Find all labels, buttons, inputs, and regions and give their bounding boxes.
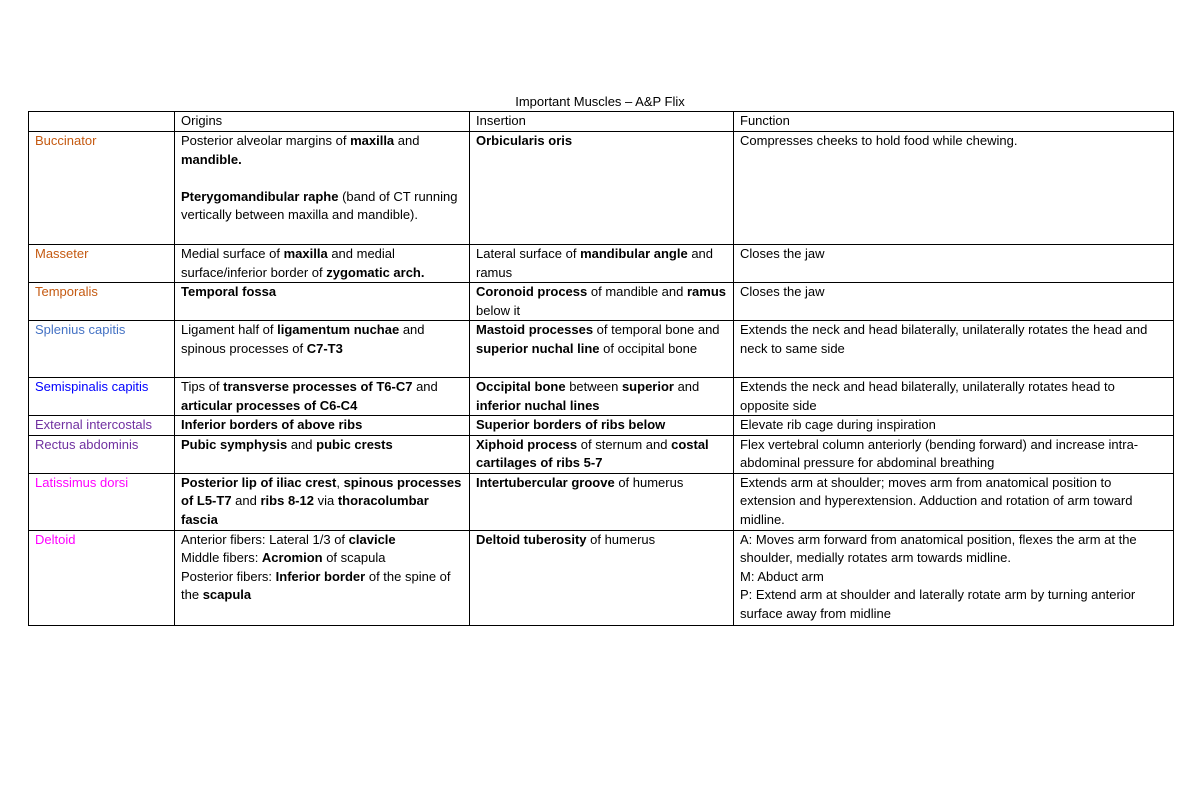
bold-term: Temporal fossa — [181, 284, 277, 299]
text-run: below it — [476, 302, 521, 318]
text-run: and — [412, 379, 438, 394]
table-header-row — [29, 112, 1174, 132]
muscle-name: Splenius capitis — [29, 321, 175, 378]
table-row — [29, 435, 1174, 473]
origin-cell — [175, 378, 470, 416]
function-line: A: Moves arm forward from anatomical position, flexes the arm at the shoulder, medially rotates arm towards midline. — [740, 531, 1137, 565]
text-run: of the spine of the — [181, 568, 451, 602]
header-function: Function — [734, 112, 1174, 132]
bold-term: costal cartilages of ribs 5-7 — [476, 436, 709, 470]
bold-term: ribs 8-12 — [260, 493, 314, 508]
text-run: via — [313, 493, 338, 508]
header-insertion: Insertion — [470, 112, 734, 132]
origin-cell — [175, 416, 470, 436]
insertion-cell — [470, 245, 734, 283]
bold-term: maxilla — [283, 246, 328, 261]
text-run: Anterior fibers: Lateral 1/3 of — [181, 531, 349, 547]
table-row — [29, 283, 1174, 321]
text-run: between — [565, 379, 622, 394]
document-title: Important Muscles – A&P Flix — [515, 94, 685, 109]
bold-term: Inferior borders of above ribs — [181, 417, 363, 432]
bold-term: ligamentum nuchae — [277, 322, 400, 337]
bold-term: thoracolumbar fascia — [181, 493, 429, 527]
bold-term: Acromion — [261, 550, 323, 565]
text-run: and spinous processes of — [181, 322, 425, 356]
table-row — [29, 416, 1174, 436]
insertion-cell — [470, 530, 734, 625]
muscle-name: Buccinator — [29, 132, 175, 245]
insertion-cell — [470, 473, 734, 530]
text-run: Medial surface of — [181, 246, 284, 261]
bold-term: articular processes of C6-C4 — [181, 397, 358, 413]
bold-term: Intertubercular groove — [476, 474, 615, 490]
bold-term: mandibular angle — [580, 246, 688, 261]
function-cell: Closes the jaw — [734, 245, 1174, 283]
origin-text — [181, 132, 463, 169]
muscles-table — [28, 111, 1174, 626]
origin-line — [181, 531, 463, 550]
bold-term: Xiphoid process — [476, 436, 578, 452]
insertion-cell — [470, 378, 734, 416]
text-run: and — [673, 379, 700, 394]
origin-cell — [175, 283, 470, 321]
muscle-name: Semispinalis capitis — [29, 378, 175, 416]
bold-term: ramus — [686, 284, 727, 299]
function-cell: Closes the jaw — [734, 283, 1174, 321]
header-origins: Origins — [175, 112, 470, 132]
bold-term: mandible. — [181, 151, 242, 167]
text-run: of humerus — [614, 474, 684, 490]
text-run: Posterior fibers: — [181, 568, 276, 584]
text-run: , — [336, 474, 344, 490]
origin-cell — [175, 473, 470, 530]
text-run: and — [287, 436, 317, 452]
table-row — [29, 245, 1174, 283]
origin-cell — [175, 245, 470, 283]
bold-term: Deltoid tuberosity — [476, 531, 587, 547]
bold-term: Pubic symphysis — [181, 436, 288, 452]
bold-term: spinous processes of L5-T7 — [181, 474, 462, 508]
bold-term: superior nuchal line — [476, 340, 600, 356]
bold-term: transverse processes of T6-C7 — [223, 379, 413, 394]
insertion-cell — [470, 416, 734, 436]
insertion-cell — [470, 283, 734, 321]
insertion-cell — [470, 132, 734, 245]
muscle-name: Temporalis — [29, 283, 175, 321]
bold-term: Inferior border — [275, 568, 366, 584]
bold-term: Mastoid processes — [476, 322, 594, 337]
bold-term: Posterior lip of iliac crest — [181, 474, 337, 490]
table-row — [29, 321, 1174, 378]
origin-cell — [175, 132, 470, 245]
function-cell: Compresses cheeks to hold food while chewing. — [734, 132, 1174, 245]
text-run: of mandible and — [587, 284, 687, 299]
text-run: Posterior alveolar margins of — [181, 133, 351, 148]
text-run: of occipital bone — [599, 340, 698, 356]
text-run: Lateral surface of — [476, 246, 581, 261]
text-run: and ramus — [476, 246, 714, 280]
text-run: and — [231, 493, 261, 508]
text-run: Tips of — [181, 379, 224, 394]
bold-term: pubic crests — [316, 436, 393, 452]
bold-term: Coronoid process — [476, 284, 588, 299]
origin-line — [181, 549, 463, 568]
text-run: and — [394, 133, 420, 148]
text-run: Middle fibers: — [181, 550, 262, 565]
function-line: P: Extend arm at shoulder and laterally rotate arm by turning anterior surface away from midline — [740, 587, 1136, 621]
bold-term: Occipital bone — [476, 379, 566, 394]
text-run: and medial surface/inferior border of — [181, 246, 395, 280]
function-cell: Flex vertebral column anteriorly (bending forward) and increase intra-abdominal pressure for abdominal breathing — [734, 435, 1174, 473]
text-run: of humerus — [586, 531, 656, 547]
table-row — [29, 132, 1174, 245]
text-run: of sternum and — [577, 436, 672, 452]
table-row — [29, 530, 1174, 625]
text-run: (band of CT running vertically between maxilla and mandible). — [181, 188, 458, 222]
function-cell: Extends the neck and head bilaterally, unilaterally rotates the head and neck to same side — [734, 321, 1174, 378]
text-run: of temporal bone and — [593, 322, 720, 337]
table-row — [29, 473, 1174, 530]
origin-cell — [175, 321, 470, 378]
function-cell: Elevate rib cage during inspiration — [734, 416, 1174, 436]
bold-term: Pterygomandibular raphe — [181, 188, 339, 204]
bold-term: inferior nuchal lines — [476, 397, 600, 413]
muscle-name: External intercostals — [29, 416, 175, 436]
origin-line — [181, 568, 463, 605]
muscle-name: Latissimus dorsi — [29, 473, 175, 530]
bold-term: maxilla — [350, 133, 395, 148]
text-run: Ligament half of — [181, 322, 278, 337]
table-row — [29, 378, 1174, 416]
muscle-name: Rectus abdominis — [29, 435, 175, 473]
origin-cell — [175, 435, 470, 473]
bold-term: clavicle — [348, 531, 396, 547]
bold-term: Superior borders of ribs below — [476, 417, 666, 432]
function-cell: Extends arm at shoulder; moves arm from anatomical position to extension and hyperextension. Adduction and rotation of arm toward midline. — [734, 473, 1174, 530]
bold-term: Orbicularis oris — [476, 133, 573, 148]
function-cell — [734, 530, 1174, 625]
function-cell: Extends the neck and head bilaterally, unilaterally rotates head to opposite side — [734, 378, 1174, 416]
muscle-name: Deltoid — [29, 530, 175, 625]
text-run: of scapula — [322, 550, 386, 565]
muscle-name: Masseter — [29, 245, 175, 283]
origin-cell — [175, 530, 470, 625]
bold-term: zygomatic arch. — [326, 264, 425, 280]
origin-text — [181, 188, 463, 225]
function-line: M: Abduct arm — [740, 568, 824, 584]
insertion-cell — [470, 321, 734, 378]
bold-term: scapula — [202, 587, 252, 602]
bold-term: superior — [621, 379, 674, 394]
header-muscle — [29, 112, 175, 132]
insertion-cell — [470, 435, 734, 473]
bold-term: C7-T3 — [306, 340, 343, 356]
